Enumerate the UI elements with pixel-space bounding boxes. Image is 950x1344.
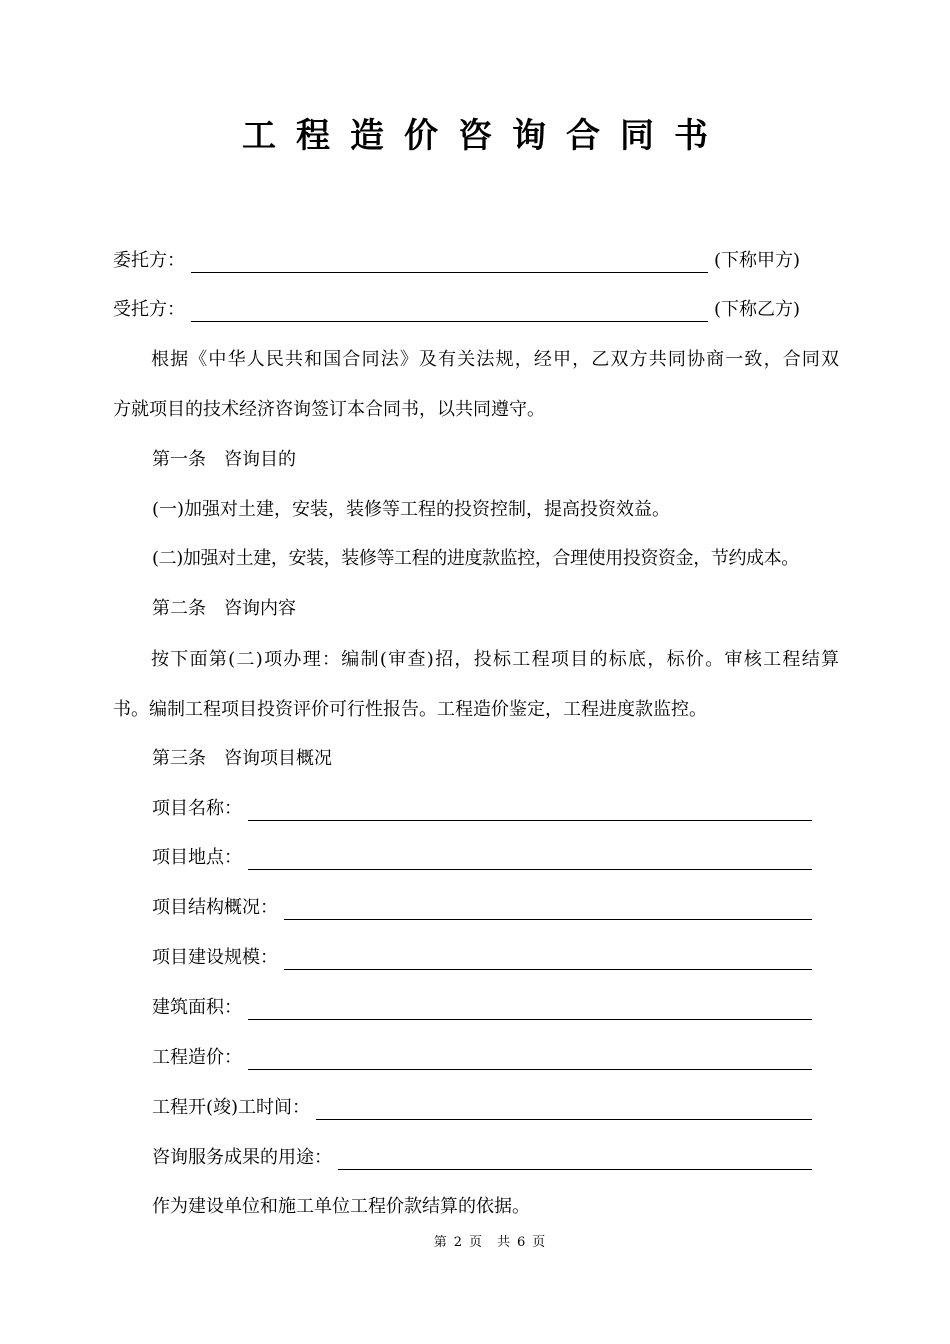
footer-middle: 页 共 [468,1235,511,1250]
contractor-party-suffix: (下称乙方) [714,299,801,320]
contractor-party-blank[interactable] [191,302,708,322]
article-3-closing: 作为建设单位和施工单位工程价款结算的依据。 [152,1196,530,1217]
intro-line-2: 方就项目的技术经济咨询签订本合同书，以共同遵守。 [113,399,545,420]
field-blank[interactable] [316,1100,812,1120]
field-blank[interactable] [248,850,812,870]
client-party-row [113,249,813,273]
field-blank[interactable] [248,1050,812,1070]
field-label: 工程造价： [152,1047,242,1068]
client-party-label: 委托方： [113,250,185,271]
field-label: 工程开(竣)工时间： [152,1097,311,1118]
client-party-suffix: (下称甲方) [714,250,801,271]
field-blank[interactable] [248,1000,812,1020]
field-label: 咨询服务成果的用途： [152,1147,332,1168]
field-project-scale [152,946,812,970]
field-label: 项目名称： [152,798,242,819]
field-label: 项目结构概况： [152,897,278,918]
article-2-heading: 第二条 咨询内容 [152,598,296,619]
contractor-party-row [113,298,813,322]
article-3-heading: 第三条 咨询项目概况 [152,748,332,769]
client-party-blank[interactable] [191,253,708,273]
field-label: 项目建设规模： [152,947,278,968]
field-blank[interactable] [248,801,812,821]
field-project-name [152,797,812,821]
article-2-line-2: 书。编制工程项目投资评价可行性报告。工程造价鉴定，工程进度款监控。 [113,699,707,720]
article-1-item-1: (一)加强对土建，安装，装修等工程的投资控制，提高投资效益。 [152,499,671,520]
contractor-party-label: 受托方： [113,299,185,320]
article-2-line-1: 按下面第(二)项办理：编制(审查)招，投标工程项目的标底，标价。审核工程结算 [151,649,839,670]
footer-prefix: 第 [433,1235,448,1250]
field-building-area [152,996,812,1020]
footer-total-pages: 6 [517,1235,527,1250]
field-project-cost [152,1046,812,1070]
field-blank[interactable] [338,1150,812,1170]
article-1-item-2: (二)加强对土建，安装，装修等工程的进度款监控，合理使用投资资金，节约成本。 [152,548,799,569]
field-blank[interactable] [284,950,812,970]
article-1-heading: 第一条 咨询目的 [152,449,296,470]
field-project-structure [152,896,812,920]
field-construction-period [152,1096,812,1120]
field-label: 项目地点： [152,847,242,868]
page-footer [0,1231,950,1250]
field-blank[interactable] [284,900,812,920]
footer-suffix: 页 [532,1235,547,1250]
field-project-location [152,846,812,870]
field-service-purpose [152,1146,812,1170]
intro-line-1: 根据《中华人民共和国合同法》及有关法规，经甲，乙双方共同协商一致，合同双 [151,349,839,370]
field-label: 建筑面积： [152,997,242,1018]
footer-page-number: 2 [453,1235,463,1250]
document-title: 工程造价咨询合同书 [242,116,728,156]
